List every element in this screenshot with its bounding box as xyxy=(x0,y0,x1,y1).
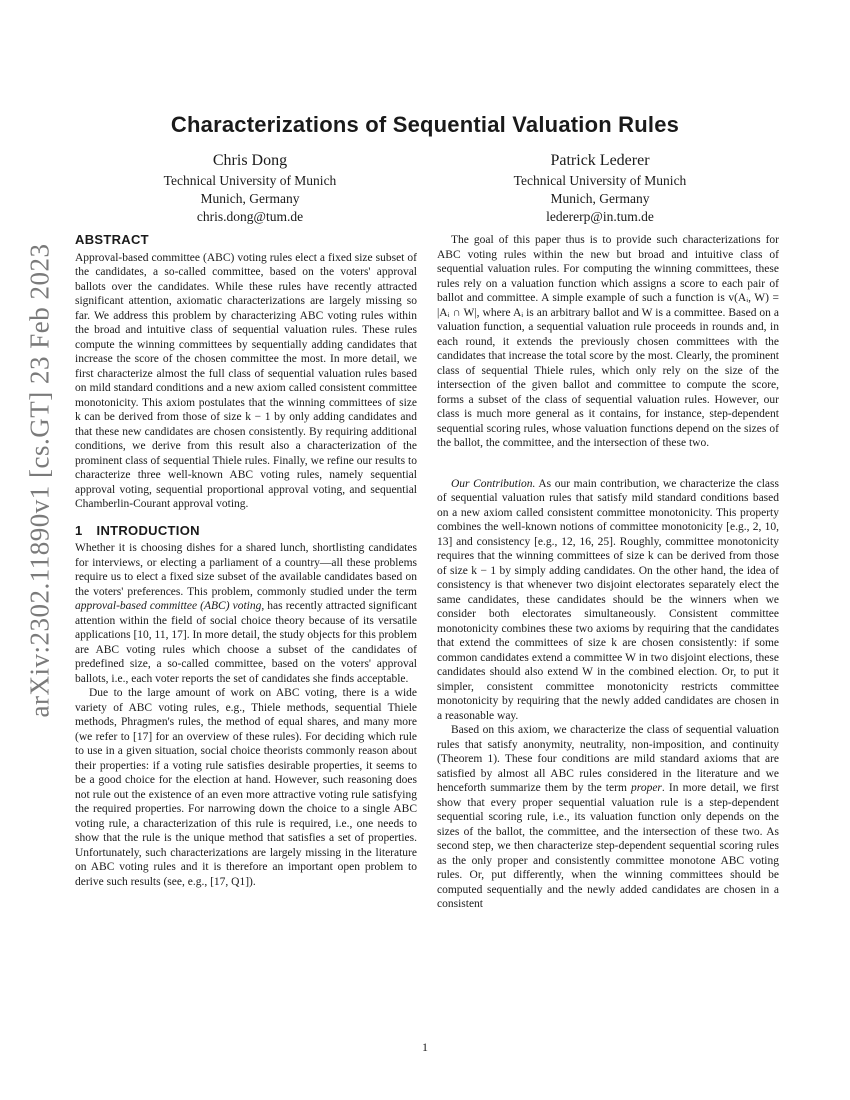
author-location: Munich, Germany xyxy=(550,191,650,206)
intro-paragraph-1 xyxy=(75,541,417,686)
text-run: , has recently attracted significant attention within the field of social choice theory because of its versatile applications [10, 11, 17]. In more detail, the study objects for this problem are ABC voting rules which choose a subset of the candidates of predefined size, a so-called committee, based on the voters' approval ballots, i.e., each voter reports the set of candidates she finds acceptable. xyxy=(75,600,417,685)
author-name: Chris Dong xyxy=(212,152,288,169)
page-number: 1 xyxy=(422,1040,428,1054)
author-1 xyxy=(75,152,425,226)
text-run: As our main contribution, we characterize the class of sequential valuation rules that satisfy mild standard conditions based on a new axiom called consistent committee monotonicity. This property combines the well-known notions of committee monotonicity [e.g., 2, 10, 13] and consistency [e.g., 12, 16, 25]. Roughly, committee monotonicity requires that the winning committees of size k can be derived from those of size k − 1 by simply adding candidates. On the other hand, the idea of consistency is that whenever two disjoint electorates separately elect the same candidates, these candidates should be the winners when we consider both electorates simultaneously. Consistent committee monotonicity combines these two axioms by requiring that the candidates that extend the committees of size k are chosen consistently: if some common candidates extend a committee W in two disjoint elections, these candidates should also extend W in the combined election. Or, to put it simpler, consistent committee monotonicity restricts committee monotonicity by requiring that the newly added candidates are chosen in a reasonable way. xyxy=(437,477,779,722)
left-column xyxy=(75,233,417,889)
intro-paragraph-2: Due to the large amount of work on ABC voting, there is a wide variety of ABC voting rules, e.g., Thiele methods, sequential Thiele methods, Phragmen's rules, the method of equal shares, and many more (we refer to [17] for an overview of these rules). For deciding which rule to use in a given situation, social choice theorists commonly reason about their properties: if a voting rule satisfies desirable properties, it seems to be a good choice for the election at hand. However, such reasoning does not rule out the existence of an even more attractive voting rule satisfying the required properties. For narrowing down the choice to a single ABC voting rule, a characterization of this rule is required, i.e., one needs to show that the rule is the unique method that satisfies a set of properties. Unfortunately, such characterizations are largely missing in the literature on ABC voting rules and it is therefore an important open problem to derive such results (see, e.g., [17, Q1]). xyxy=(75,687,417,888)
author-affiliation: Technical University of Munich xyxy=(513,173,687,188)
author-email[interactable]: ledererp@in.tum.de xyxy=(546,209,654,224)
paper-title: Characterizations of Sequential Valuation Rules xyxy=(170,112,680,137)
abstract-heading: ABSTRACT xyxy=(75,232,149,247)
author-block xyxy=(75,152,775,226)
author-2 xyxy=(425,152,775,226)
emphasis: proper xyxy=(631,782,662,794)
author-name: Patrick Lederer xyxy=(550,152,650,169)
author-email[interactable]: chris.dong@tum.de xyxy=(196,209,304,224)
author-affiliation: Technical University of Munich xyxy=(163,173,337,188)
text-run: Based on this axiom, we characterize the class of sequential valuation rules that satisfy anonymity, neutrality, non-imposition, and continuity (Theorem 1). These four conditions are mild standard axioms that are satisfied by almost all ABC rules considered in the literature and we henceforth summarize them by the term xyxy=(437,724,779,794)
intro-paragraph-5 xyxy=(437,723,779,912)
text-run: Whether it is choosing dishes for a shared lunch, shortlisting candidates for interviews, or electing a parliament of a country—all these problems require us to elect a fixed size subset of the available candidates based on the voters' preferences. This problem, commonly studied under the term xyxy=(75,542,417,598)
contribution-paragraph xyxy=(437,477,779,724)
right-column xyxy=(437,233,779,912)
text-run: . In more detail, we first show that every proper sequential valuation rule is a step-dependent sequential scoring rule, i.e., its valuation function only depends on the sizes of the ballot, the committee, and the intersection of these two. As second step, we then characterize step-dependent sequential scoring rules as the only proper and consistently committee monotone ABC voting rules. Or, put differently, when the winning committees should be computed sequentially and the newly added candidates are chosen in a consistent xyxy=(437,782,779,910)
abstract-text: Approval-based committee (ABC) voting rules elect a fixed size subset of the candidates, a so-called committee, based on the voters' approval ballots over the candidates. While these rules have recently attracted significant attention, axiomatic characterizations are largely missing so far. We address this problem by characterizing ABC voting rules within the broad and intuitive class of sequential valuation rules. These rules compute the winning committees by sequentially adding candidates that increase the score of the chosen committee the most. In more detail, we first characterize almost the full class of sequential valuation rules based on mild standard conditions and a new axiom called consistent committee monotonicity. This axiom postulates that the winning committees of size k can be derived from those of size k − 1 by only adding candidates and that these new candidates are chosen consistently. By requiring additional conditions, we derive from this result also a characterization of the prominent class of sequential Thiele rules. Finally, we refine our results to characterize three well-known ABC voting rules, namely sequential approval voting, sequential proportional approval voting, and sequential Chamberlin-Courant approval voting. xyxy=(75,251,417,510)
arxiv-stamp-text: arXiv:2302.11890v1 [cs.GT] 23 Feb 2023 xyxy=(24,243,55,717)
section-number: 1 xyxy=(75,522,83,538)
paragraph-label: Our Contribution. xyxy=(451,477,536,490)
section-title: INTRODUCTION xyxy=(96,522,200,538)
author-location: Munich, Germany xyxy=(200,191,300,206)
emphasis: approval-based committee (ABC) voting xyxy=(75,600,262,612)
arxiv-stamp xyxy=(10,243,70,717)
introduction-heading xyxy=(75,524,417,539)
intro-paragraph-3: The goal of this paper thus is to provide such characterizations for ABC voting rules within the new but broad and intuitive class of sequential valuation rules. For computing the winning committees, these rules rely on a valuation function which assigns a score to each pair of ballot and committee. A simple example of such a function is v(Aᵢ, W) = |Aᵢ ∩ W|, where Aᵢ is an arbitrary ballot and W is a committee. Based on a valuation function, a sequential valuation rule proceeds in rounds and, in each round, it extends the previously chosen committees with the candidates that increase the total score by the most. Clearly, the prominent class of sequential Thiele rules, which only rely on the size of the intersection of the given ballot and committee to compute the score, forms a subset of the class of sequential valuation rules. However, our class is much more general as it contains, for instance, step-dependent sequential scoring rules, whose valuation functions depend on the sizes of the ballot, the committee, and the intersection of these two. xyxy=(437,234,779,449)
